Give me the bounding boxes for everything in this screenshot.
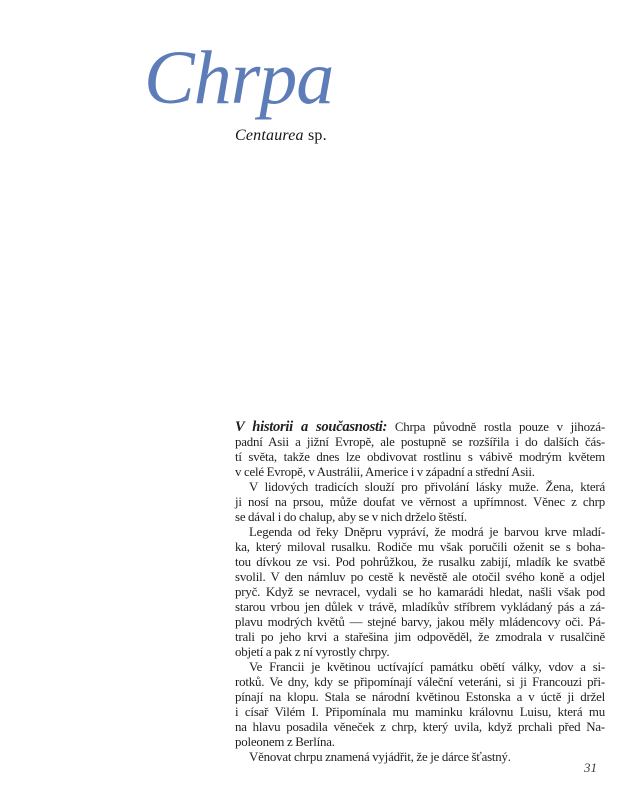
text-line: Ve Francii je květinou uctívající památku obětí války, vdov a si- — [249, 660, 605, 674]
text-line: pryč. Když se nevracel, vydali se ho kamarádi hledat, našli však pod — [235, 585, 605, 599]
text-line: ka, který miloval rusalku. Rodiče mu však poručili oženit se s boha- — [235, 540, 605, 554]
text-line: ji nosí na prsou, může doufat ve věrnost a upřímnost. Věnec z chrp — [235, 495, 605, 509]
text-line: svolil. V den námluv po cestě k nevěstě ale otočil svého koně a odjel — [235, 570, 605, 584]
text-line: starou vrbou jen důlek v trávě, mladíkův stříbrem vykládaný pás a zá- — [235, 600, 605, 614]
paragraph — [235, 660, 605, 750]
section-lead-in: V historii a současnosti: — [235, 419, 388, 435]
paragraph — [235, 420, 605, 480]
text-line: na hlavu posadila věneček z chrp, který uvila, když prchali před Na- — [235, 720, 605, 734]
species-suffix: sp. — [303, 127, 327, 144]
text-line: trali po jeho krvi a stařešina jim odpověděl, že zmodrala v rusalčině — [235, 630, 605, 644]
text-line: pínají na klopu. Stala se národní květinou Estonska a v úctě ji držel — [235, 690, 605, 704]
text-line: objetí a pak z ní vyrostly chrpy. — [235, 645, 390, 659]
text-line: Věnovat chrpu znamená vyjádřit, že je dárce šťastný. — [249, 750, 511, 764]
paragraph — [235, 750, 605, 765]
text-line: se dával i do chalup, aby se v nich drželo štěstí. — [235, 510, 467, 524]
text-line: rotků. Ve dny, kdy se připomínají váleční veteráni, si ji Francouzi při- — [235, 675, 605, 689]
text-line: i císař Vilém I. Připomínala mu maminku královnu Luisu, která mu — [235, 705, 605, 719]
species-name — [235, 127, 327, 145]
text-line: plavu modrých květů — stejné barvy, jakou měly mládencovy oči. Pá- — [235, 615, 605, 629]
paragraph — [235, 525, 605, 660]
text-line: tí světa, takže dnes lze obdivovat rostlinu s vábivě modrým květem — [235, 450, 605, 464]
article-text — [235, 420, 605, 765]
text-line: Legenda od řeky Dněpru vypráví, že modrá je barvou krve mladí- — [249, 525, 605, 539]
text-line: tou dívkou ze vsi. Pod pohrůžkou, že rusalku zabijí, mladík ke svatbě — [235, 555, 605, 569]
text-line: poleonem z Berlína. — [235, 735, 335, 749]
species-genus: Centaurea — [235, 127, 304, 144]
text-line: v celé Evropě, v Austrálii, Americe i v západní a střední Asii. — [235, 465, 535, 479]
paragraph — [235, 480, 605, 525]
page-number: 31 — [584, 760, 597, 775]
page-title: Chrpa — [144, 36, 334, 120]
text-line: V lidových tradicích slouží pro přivolání lásky muže. Žena, která — [249, 480, 605, 494]
text-line: padní Asii a jižní Evropě, ale postupně se rozšířila i do dalších čás- — [235, 435, 605, 449]
text-line: V historii a současnosti: Chrpa původně rostla pouze v jihozá- — [235, 419, 605, 435]
